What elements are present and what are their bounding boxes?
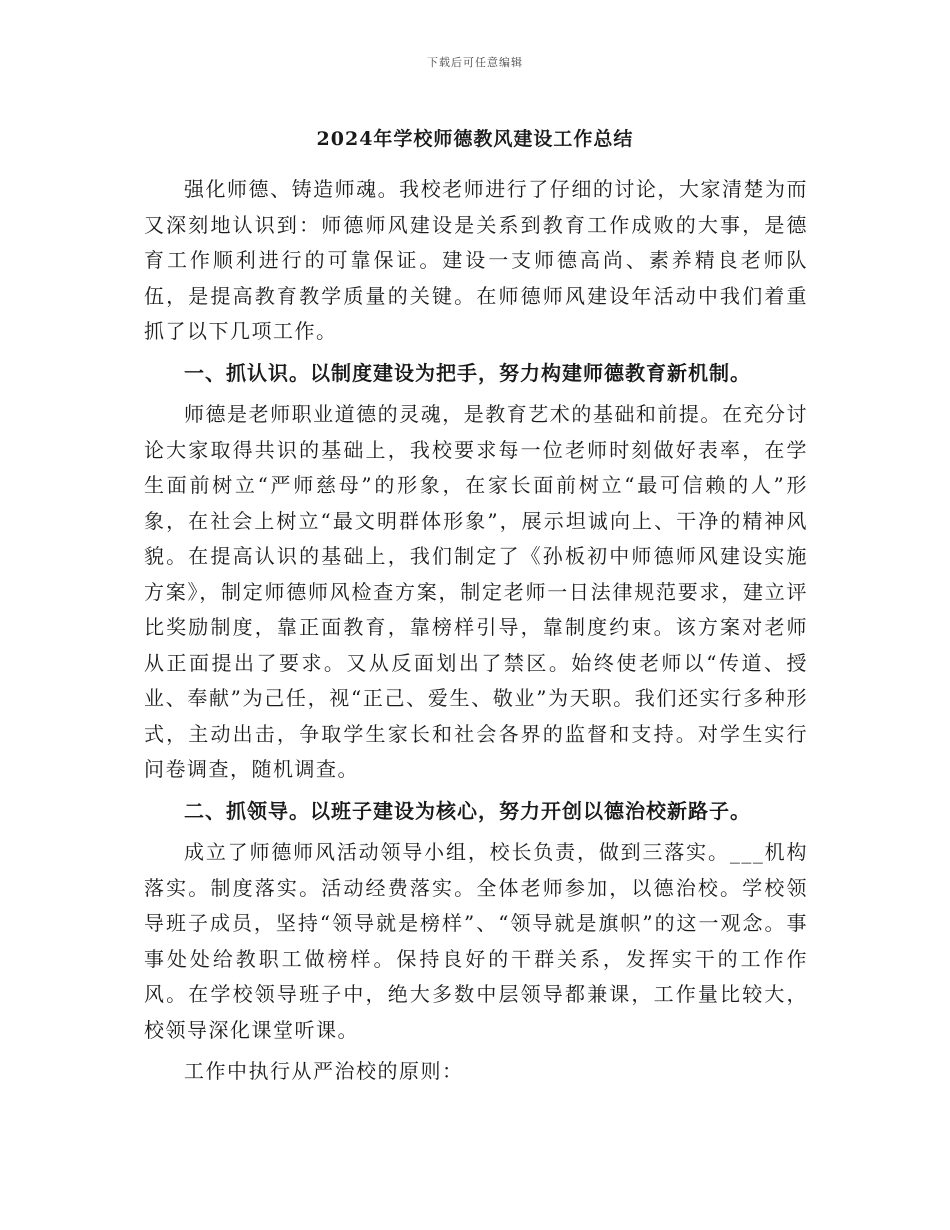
section-1-paragraph: 师德是老师职业道德的灵魂，是教育艺术的基础和前提。在充分讨论大家取得共识的基础上，我校要求每一位老师时刻做好表率，在学生面前树立“严师慈母”的形象，在家长面前树立“最可信赖的人”形象，在社会上树立“最文明群体形象”，展示坦诚向上、干净的精神风貌。在提高认识的基础上，我们制定了《孙板初中师德师风建设实施方案》，制定师德师风检查方案，制定老师一日法律规范要求，建立评比奖励制度，靠正面教育，靠榜样引导，靠制度约束。该方案对老师从正面提出了要求。又从反面划出了禁区。始终使老师以“传道、授业、奉献”为己任，视“正己、爱生、敬业”为天职。我们还实行多种形式，主动出击，争取学生家长和社会各界的监督和支持。对学生实行问卷调查，随机调查。 [144, 402, 808, 781]
closing-paragraph: 工作中执行从严治校的原则： [184, 1059, 464, 1083]
document-body [144, 172, 808, 1090]
section-1-heading: 一、抓认识。以制度建设为把手，努力构建师德教育新机制。 [184, 360, 751, 385]
section-2-paragraph: 成立了师德师风活动领导小组，校长负责，做到三落实。___机构落实。制度落实。活动经费落实。全体老师参加，以德治校。学校领导班子成员，坚持“领导就是榜样”、“领导就是旗帜”的这一观念。事事处处给教职工做榜样。保持良好的干群关系，发挥实干的工作作风。在学校领导班子中，绝大多数中层领导都兼课，工作量比较大，校领导深化课堂听课。 [144, 840, 808, 1042]
section-2-heading: 二、抓领导。以班子建设为核心，努力开创以德治校新路子。 [184, 798, 751, 823]
intro-paragraph: 强化师德、铸造师魂。我校老师进行了仔细的讨论，大家清楚为而又深刻地认识到：师德师风建设是关系到教育工作成败的大事，是德育工作顺利进行的可靠保证。建设一支师德高尚、素养精良老师队伍，是提高教育教学质量的关键。在师德师风建设年活动中我们着重抓了以下几项工作。 [144, 177, 808, 343]
page-header-note: 下载后可任意编辑 [427, 56, 523, 69]
document-title: 2024年学校师德教风建设工作总结 [316, 128, 634, 150]
